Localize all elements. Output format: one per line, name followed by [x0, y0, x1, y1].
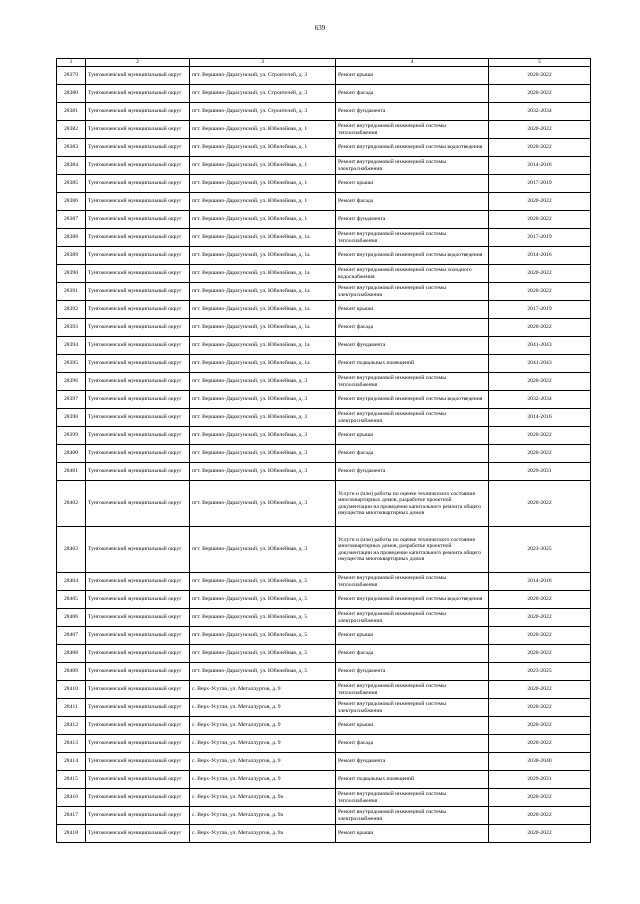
- cell-address: пгт. Вершино-Дарасунский, ул. Строителей, д. 3: [190, 85, 336, 103]
- table-row: [57, 265, 591, 283]
- table-row: [57, 735, 591, 753]
- table-row: [57, 67, 591, 85]
- cell-period: 2014-2016: [489, 157, 591, 175]
- cell-number: 28396: [57, 373, 86, 391]
- cell-municipality: Тунгокоченский муниципальный округ: [86, 409, 190, 427]
- cell-municipality: Тунгокоченский муниципальный округ: [86, 139, 190, 157]
- cell-number: 28416: [57, 789, 86, 807]
- col-header-2: 2: [86, 59, 190, 67]
- cell-municipality: Тунгокоченский муниципальный округ: [86, 807, 190, 825]
- cell-number: 28415: [57, 771, 86, 789]
- table-row: [57, 301, 591, 319]
- table-row: [57, 139, 591, 157]
- table-row: [57, 175, 591, 193]
- cell-period: 2014-2016: [489, 409, 591, 427]
- cell-address: пгт. Вершино-Дарасунский, ул. Юбилейная, д. 3: [190, 373, 336, 391]
- cell-period: 2020-2022: [489, 193, 591, 211]
- cell-municipality: Тунгокоченский муниципальный округ: [86, 753, 190, 771]
- cell-work-type: Ремонт внутридомовой инженерной системы электроснабжения: [336, 157, 489, 175]
- cell-municipality: Тунгокоченский муниципальный округ: [86, 445, 190, 463]
- cell-period: 2020-2022: [489, 283, 591, 301]
- cell-period: 2020-2022: [489, 211, 591, 229]
- cell-work-type: Ремонт фасада: [336, 735, 489, 753]
- cell-work-type: Ремонт внутридомовой инженерной системы теплоснабжения: [336, 789, 489, 807]
- cell-address: пгт. Вершино-Дарасунский, ул. Строителей, д. 3: [190, 103, 336, 121]
- cell-address: пгт. Вершино-Дарасунский, ул. Юбилейная, д. 1а: [190, 247, 336, 265]
- table-row: [57, 645, 591, 663]
- cell-number: 28391: [57, 283, 86, 301]
- cell-work-type: Ремонт крыши: [336, 175, 489, 193]
- cell-number: 28386: [57, 193, 86, 211]
- cell-number: 28417: [57, 807, 86, 825]
- cell-number: 28405: [57, 591, 86, 609]
- cell-number: 28381: [57, 103, 86, 121]
- cell-number: 28390: [57, 265, 86, 283]
- cell-address: с. Верх-Усугли, ул. Металлургов, д. 9а: [190, 825, 336, 843]
- cell-number: 28398: [57, 409, 86, 427]
- cell-period: 2029-2031: [489, 463, 591, 481]
- table-row: [57, 283, 591, 301]
- cell-work-type: Ремонт внутридомовой инженерной системы водоотведения: [336, 139, 489, 157]
- cell-work-type: Ремонт фундамента: [336, 753, 489, 771]
- cell-period: 2020-2022: [489, 681, 591, 699]
- table-row: [57, 717, 591, 735]
- cell-period: 2020-2022: [489, 627, 591, 645]
- cell-municipality: Тунгокоченский муниципальный округ: [86, 825, 190, 843]
- cell-number: 28413: [57, 735, 86, 753]
- cell-work-type: Ремонт крыши: [336, 67, 489, 85]
- cell-period: 2020-2022: [489, 265, 591, 283]
- cell-work-type: Ремонт внутридомовой инженерной системы водоотведения: [336, 391, 489, 409]
- table-row: [57, 481, 591, 527]
- cell-number: 28408: [57, 645, 86, 663]
- table-row: [57, 409, 591, 427]
- cell-period: 2020-2022: [489, 609, 591, 627]
- cell-municipality: Тунгокоченский муниципальный округ: [86, 355, 190, 373]
- cell-address: пгт. Вершино-Дарасунский, ул. Юбилейная, д. 1а: [190, 229, 336, 247]
- cell-address: пгт. Вершино-Дарасунский, ул. Юбилейная, д. 3: [190, 445, 336, 463]
- cell-number: 28388: [57, 229, 86, 247]
- cell-municipality: Тунгокоченский муниципальный округ: [86, 771, 190, 789]
- cell-period: 2041-2043: [489, 355, 591, 373]
- cell-period: 2020-2022: [489, 319, 591, 337]
- table-row: [57, 663, 591, 681]
- works-table: [56, 58, 591, 843]
- cell-number: 28400: [57, 445, 86, 463]
- table-row: [57, 699, 591, 717]
- cell-municipality: Тунгокоченский муниципальный округ: [86, 229, 190, 247]
- table-row: [57, 527, 591, 573]
- table-row: [57, 627, 591, 645]
- cell-address: с. Верх-Усугли, ул. Металлургов, д. 9: [190, 699, 336, 717]
- cell-period: 2017-2019: [489, 301, 591, 319]
- header-row: [57, 59, 591, 67]
- cell-period: 2020-2022: [489, 427, 591, 445]
- cell-address: пгт. Вершино-Дарасунский, ул. Юбилейная, д. 5: [190, 663, 336, 681]
- cell-work-type: Ремонт крыши: [336, 627, 489, 645]
- cell-address: с. Верх-Усугли, ул. Металлургов, д. 9: [190, 717, 336, 735]
- cell-address: пгт. Вершино-Дарасунский, ул. Юбилейная, д. 5: [190, 627, 336, 645]
- cell-number: 28414: [57, 753, 86, 771]
- col-header-5: 5: [489, 59, 591, 67]
- cell-number: 28418: [57, 825, 86, 843]
- cell-address: пгт. Вершино-Дарасунский, ул. Юбилейная, д. 1: [190, 193, 336, 211]
- cell-municipality: Тунгокоченский муниципальный округ: [86, 85, 190, 103]
- cell-period: 2032-2034: [489, 391, 591, 409]
- cell-address: пгт. Вершино-Дарасунский, ул. Юбилейная, д. 5: [190, 645, 336, 663]
- cell-address: пгт. Вершино-Дарасунский, ул. Юбилейная, д. 3: [190, 391, 336, 409]
- cell-number: 28402: [57, 481, 86, 527]
- cell-municipality: Тунгокоченский муниципальный округ: [86, 699, 190, 717]
- cell-work-type: Ремонт фундамента: [336, 103, 489, 121]
- cell-number: 28401: [57, 463, 86, 481]
- cell-address: пгт. Вершино-Дарасунский, ул. Юбилейная, д. 5: [190, 591, 336, 609]
- cell-period: 2020-2022: [489, 121, 591, 139]
- table-row: [57, 121, 591, 139]
- cell-address: пгт. Вершино-Дарасунский, ул. Юбилейная, д. 1а: [190, 301, 336, 319]
- table-row: [57, 319, 591, 337]
- cell-number: 28407: [57, 627, 86, 645]
- table-row: [57, 789, 591, 807]
- cell-number: 28411: [57, 699, 86, 717]
- cell-number: 28393: [57, 319, 86, 337]
- cell-number: 28387: [57, 211, 86, 229]
- cell-period: 2020-2022: [489, 735, 591, 753]
- cell-period: 2020-2022: [489, 445, 591, 463]
- cell-period: 2020-2022: [489, 139, 591, 157]
- cell-municipality: Тунгокоченский муниципальный округ: [86, 609, 190, 627]
- cell-number: 28403: [57, 527, 86, 573]
- cell-work-type: Ремонт внутридомовой инженерной системы теплоснабжения: [336, 681, 489, 699]
- cell-work-type: Ремонт внутридомовой инженерной системы электроснабжения: [336, 699, 489, 717]
- cell-work-type: Ремонт подвальных помещений: [336, 771, 489, 789]
- cell-municipality: Тунгокоченский муниципальный округ: [86, 121, 190, 139]
- cell-work-type: Услуги и (или) работы по оценке технического состояния многоквартирных домов, разработке проектной документации на проведение капитального ремонта общего имущества многоквартирных домов: [336, 527, 489, 573]
- cell-address: с. Верх-Усугли, ул. Металлургов, д. 9: [190, 753, 336, 771]
- cell-work-type: Ремонт внутридомовой инженерной системы холодного водоснабжения: [336, 265, 489, 283]
- table-row: [57, 463, 591, 481]
- table-row: [57, 85, 591, 103]
- cell-work-type: Ремонт внутридомовой инженерной системы теплоснабжения: [336, 373, 489, 391]
- cell-address: пгт. Вершино-Дарасунский, ул. Строителей, д. 3: [190, 67, 336, 85]
- cell-period: 2020-2022: [489, 373, 591, 391]
- cell-address: пгт. Вершино-Дарасунский, ул. Юбилейная, д. 1а: [190, 283, 336, 301]
- cell-municipality: Тунгокоченский муниципальный округ: [86, 103, 190, 121]
- cell-period: 2029-2031: [489, 771, 591, 789]
- table-row: [57, 427, 591, 445]
- cell-work-type: Ремонт внутридомовой инженерной системы электроснабжения: [336, 283, 489, 301]
- cell-work-type: Ремонт фасада: [336, 193, 489, 211]
- table-row: [57, 591, 591, 609]
- table-row: [57, 445, 591, 463]
- cell-municipality: Тунгокоченский муниципальный округ: [86, 157, 190, 175]
- cell-address: пгт. Вершино-Дарасунский, ул. Юбилейная, д. 5: [190, 573, 336, 591]
- cell-number: 28412: [57, 717, 86, 735]
- cell-municipality: Тунгокоченский муниципальный округ: [86, 681, 190, 699]
- cell-work-type: Ремонт внутридомовой инженерной системы электроснабжения: [336, 409, 489, 427]
- table-row: [57, 229, 591, 247]
- cell-address: пгт. Вершино-Дарасунский, ул. Юбилейная, д. 1а: [190, 355, 336, 373]
- cell-municipality: Тунгокоченский муниципальный округ: [86, 283, 190, 301]
- cell-municipality: Тунгокоченский муниципальный округ: [86, 211, 190, 229]
- table-row: [57, 753, 591, 771]
- cell-period: 2023-2025: [489, 663, 591, 681]
- cell-period: 2020-2022: [489, 481, 591, 527]
- cell-work-type: Ремонт фасада: [336, 85, 489, 103]
- cell-period: 2020-2022: [489, 825, 591, 843]
- cell-address: с. Верх-Усугли, ул. Металлургов, д. 9а: [190, 789, 336, 807]
- table-row: [57, 373, 591, 391]
- cell-period: 2020-2022: [489, 699, 591, 717]
- cell-municipality: Тунгокоченский муниципальный округ: [86, 265, 190, 283]
- cell-municipality: Тунгокоченский муниципальный округ: [86, 175, 190, 193]
- cell-work-type: Ремонт крыши: [336, 717, 489, 735]
- cell-number: 28392: [57, 301, 86, 319]
- cell-address: пгт. Вершино-Дарасунский, ул. Юбилейная, д. 3: [190, 481, 336, 527]
- cell-municipality: Тунгокоченский муниципальный округ: [86, 527, 190, 573]
- cell-work-type: Ремонт внутридомовой инженерной системы электроснабжения: [336, 609, 489, 627]
- cell-work-type: Ремонт крыши: [336, 427, 489, 445]
- cell-municipality: Тунгокоченский муниципальный округ: [86, 301, 190, 319]
- page-number: 639: [314, 24, 326, 32]
- table-body: [57, 67, 591, 843]
- cell-work-type: Ремонт крыши: [336, 825, 489, 843]
- cell-municipality: Тунгокоченский муниципальный округ: [86, 591, 190, 609]
- cell-number: 28382: [57, 121, 86, 139]
- table-row: [57, 573, 591, 591]
- cell-work-type: Ремонт подвальных помещений: [336, 355, 489, 373]
- cell-number: 28406: [57, 609, 86, 627]
- cell-address: пгт. Вершино-Дарасунский, ул. Юбилейная, д. 1: [190, 157, 336, 175]
- cell-period: 2041-2043: [489, 337, 591, 355]
- cell-address: пгт. Вершино-Дарасунский, ул. Юбилейная, д. 3: [190, 427, 336, 445]
- cell-period: 2014-2016: [489, 247, 591, 265]
- table-row: [57, 157, 591, 175]
- cell-municipality: Тунгокоченский муниципальный округ: [86, 319, 190, 337]
- cell-municipality: Тунгокоченский муниципальный округ: [86, 193, 190, 211]
- cell-municipality: Тунгокоченский муниципальный округ: [86, 645, 190, 663]
- cell-address: с. Верх-Усугли, ул. Металлургов, д. 9: [190, 771, 336, 789]
- cell-address: пгт. Вершино-Дарасунский, ул. Юбилейная, д. 1а: [190, 319, 336, 337]
- cell-number: 28394: [57, 337, 86, 355]
- cell-municipality: Тунгокоченский муниципальный округ: [86, 247, 190, 265]
- cell-address: с. Верх-Усугли, ул. Металлургов, д. 9: [190, 681, 336, 699]
- cell-address: пгт. Вершино-Дарасунский, ул. Юбилейная, д. 3: [190, 409, 336, 427]
- table-row: [57, 193, 591, 211]
- cell-number: 28379: [57, 67, 86, 85]
- cell-municipality: Тунгокоченский муниципальный округ: [86, 573, 190, 591]
- cell-period: 2023-2025: [489, 527, 591, 573]
- cell-work-type: Ремонт внутридомовой инженерной системы электроснабжения: [336, 807, 489, 825]
- table-row: [57, 247, 591, 265]
- cell-number: 28409: [57, 663, 86, 681]
- cell-municipality: Тунгокоченский муниципальный округ: [86, 463, 190, 481]
- cell-period: 2020-2022: [489, 789, 591, 807]
- cell-municipality: Тунгокоченский муниципальный округ: [86, 427, 190, 445]
- cell-period: 2020-2022: [489, 807, 591, 825]
- cell-municipality: Тунгокоченский муниципальный округ: [86, 717, 190, 735]
- cell-period: 2020-2022: [489, 645, 591, 663]
- cell-address: с. Верх-Усугли, ул. Металлургов, д. 9а: [190, 807, 336, 825]
- cell-period: 2038-2040: [489, 753, 591, 771]
- cell-municipality: Тунгокоченский муниципальный округ: [86, 735, 190, 753]
- cell-municipality: Тунгокоченский муниципальный округ: [86, 481, 190, 527]
- cell-municipality: Тунгокоченский муниципальный округ: [86, 67, 190, 85]
- table-row: [57, 355, 591, 373]
- cell-work-type: Ремонт фундамента: [336, 337, 489, 355]
- cell-address: пгт. Вершино-Дарасунский, ул. Юбилейная, д. 1: [190, 175, 336, 193]
- cell-work-type: Ремонт внутридомовой инженерной системы теплоснабжения: [336, 229, 489, 247]
- cell-municipality: Тунгокоченский муниципальный округ: [86, 789, 190, 807]
- cell-period: 2020-2022: [489, 67, 591, 85]
- cell-number: 28389: [57, 247, 86, 265]
- cell-number: 28397: [57, 391, 86, 409]
- cell-address: пгт. Вершино-Дарасунский, ул. Юбилейная, д. 1: [190, 211, 336, 229]
- cell-work-type: Ремонт фундамента: [336, 663, 489, 681]
- cell-work-type: Ремонт фасада: [336, 645, 489, 663]
- cell-number: 28404: [57, 573, 86, 591]
- cell-address: пгт. Вершино-Дарасунский, ул. Юбилейная, д. 1а: [190, 337, 336, 355]
- cell-work-type: Ремонт фундамента: [336, 211, 489, 229]
- cell-period: 2017-2019: [489, 229, 591, 247]
- cell-period: 2020-2022: [489, 591, 591, 609]
- cell-number: 28383: [57, 139, 86, 157]
- cell-period: 2020-2022: [489, 717, 591, 735]
- cell-number: 28410: [57, 681, 86, 699]
- cell-municipality: Тунгокоченский муниципальный округ: [86, 373, 190, 391]
- cell-municipality: Тунгокоченский муниципальный округ: [86, 627, 190, 645]
- cell-address: пгт. Вершино-Дарасунский, ул. Юбилейная, д. 1: [190, 139, 336, 157]
- table-row: [57, 681, 591, 699]
- cell-address: пгт. Вершино-Дарасунский, ул. Юбилейная, д. 3: [190, 527, 336, 573]
- cell-work-type: Ремонт внутридомовой инженерной системы теплоснабжения: [336, 121, 489, 139]
- cell-work-type: Ремонт внутридомовой инженерной системы водоотведения: [336, 247, 489, 265]
- cell-number: 28384: [57, 157, 86, 175]
- cell-work-type: Ремонт внутридомовой инженерной системы теплоснабжения: [336, 573, 489, 591]
- cell-work-type: Ремонт фасада: [336, 445, 489, 463]
- cell-address: пгт. Вершино-Дарасунский, ул. Юбилейная, д. 1: [190, 121, 336, 139]
- cell-work-type: Ремонт фасада: [336, 319, 489, 337]
- cell-work-type: Ремонт фундамента: [336, 463, 489, 481]
- cell-number: 28385: [57, 175, 86, 193]
- cell-address: пгт. Вершино-Дарасунский, ул. Юбилейная, д. 3: [190, 463, 336, 481]
- cell-municipality: Тунгокоченский муниципальный округ: [86, 337, 190, 355]
- cell-period: 2017-2019: [489, 175, 591, 193]
- cell-number: 28399: [57, 427, 86, 445]
- table-row: [57, 771, 591, 789]
- table-row: [57, 807, 591, 825]
- col-header-4: 4: [336, 59, 489, 67]
- cell-number: 28395: [57, 355, 86, 373]
- cell-address: пгт. Вершино-Дарасунский, ул. Юбилейная, д. 1а: [190, 265, 336, 283]
- table-row: [57, 337, 591, 355]
- cell-address: пгт. Вершино-Дарасунский, ул. Юбилейная, д. 5: [190, 609, 336, 627]
- cell-period: 2020-2022: [489, 85, 591, 103]
- cell-municipality: Тунгокоченский муниципальный округ: [86, 391, 190, 409]
- table-row: [57, 825, 591, 843]
- cell-number: 28380: [57, 85, 86, 103]
- cell-municipality: Тунгокоченский муниципальный округ: [86, 663, 190, 681]
- cell-work-type: Услуги и (или) работы по оценке технического состояния многоквартирных домов, разработке проектной документации на проведение капитального ремонта общего имущества многоквартирных домов: [336, 481, 489, 527]
- cell-work-type: Ремонт крыши: [336, 301, 489, 319]
- cell-address: с. Верх-Усугли, ул. Металлургов, д. 9: [190, 735, 336, 753]
- cell-work-type: Ремонт внутридомовой инженерной системы водоотведения: [336, 591, 489, 609]
- cell-period: 2014-2016: [489, 573, 591, 591]
- cell-period: 2032-2034: [489, 103, 591, 121]
- col-header-3: 3: [190, 59, 336, 67]
- col-header-1: 1: [57, 59, 86, 67]
- table-row: [57, 211, 591, 229]
- table-row: [57, 609, 591, 627]
- table-row: [57, 391, 591, 409]
- table-row: [57, 103, 591, 121]
